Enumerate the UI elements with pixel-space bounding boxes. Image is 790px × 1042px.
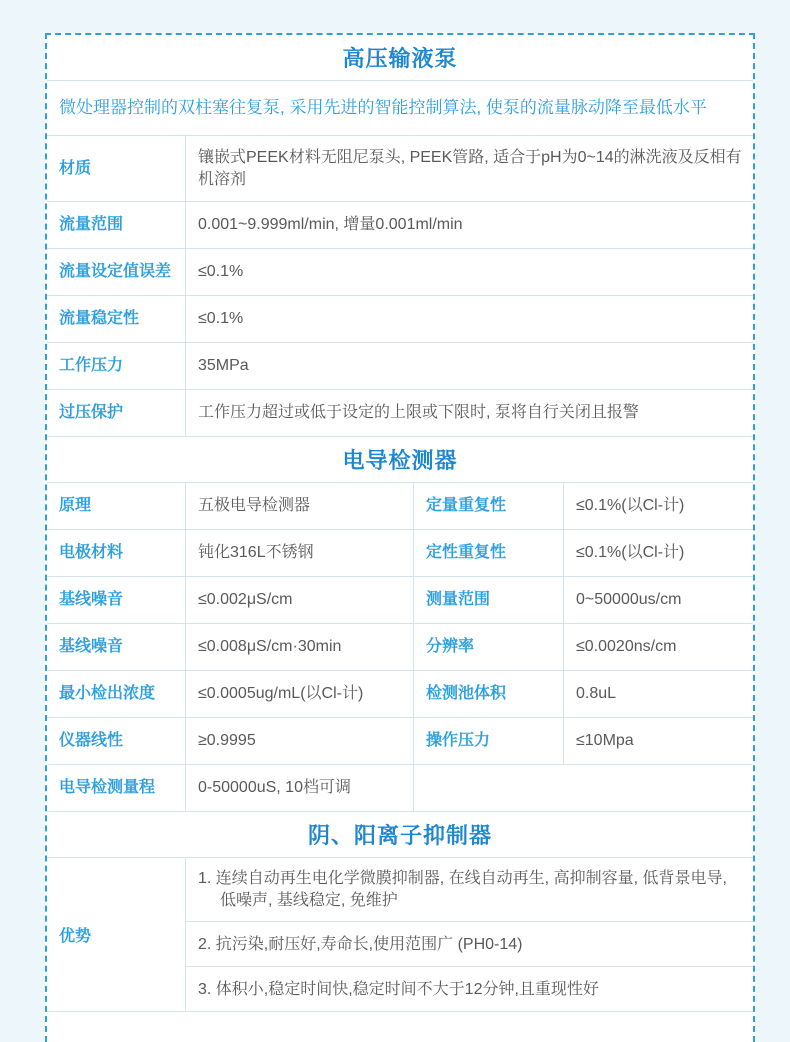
advantage-item-text: 2. 抗污染,耐压好,寿命长,使用范围广 (PH0-14)	[198, 935, 523, 953]
table-row	[47, 389, 753, 436]
spec-label: 工作压力	[59, 357, 124, 375]
table-row	[47, 248, 753, 295]
spec-label: 定性重复性	[413, 530, 563, 576]
spec-value: ≤0.1%(以Cl-计)	[563, 483, 753, 529]
table-row	[47, 764, 753, 811]
spec-value: ≥0.9995	[185, 718, 413, 764]
table-row	[47, 529, 753, 576]
spec-label: 仪器线性	[59, 732, 124, 750]
empty-cell	[413, 765, 753, 811]
spec-value: ≤0.0005ug/mL(以Cl-计)	[185, 671, 413, 717]
spec-label: 电导检测量程	[59, 779, 156, 797]
spec-value: ≤10Mpa	[563, 718, 753, 764]
section-title-suppressor: 阴、阳离子抑制器	[307, 823, 492, 849]
spec-value: 钝化316L不锈钢	[185, 530, 413, 576]
advantage-item-text: 3. 体积小,稳定时间快,稳定时间不大于12分钟,且重现性好	[198, 980, 599, 998]
spec-label: 定量重复性	[413, 483, 563, 529]
spec-label: 操作压力	[413, 718, 563, 764]
spec-label: 电极材料	[59, 544, 124, 562]
table-row	[47, 482, 753, 529]
advantage-item	[186, 858, 753, 921]
table-row	[47, 201, 753, 248]
table-row	[47, 342, 753, 389]
pump-description: 微处理器控制的双柱塞往复泵, 采用先进的智能控制算法, 使泵的流量脉动降至最低水平	[47, 80, 753, 135]
table-row	[47, 717, 753, 764]
advantage-item-text: 1. 连续自动再生电化学微膜抑制器, 在线自动再生, 高抑制容量, 低背景电导, 低噪声, 基线稳定, 免维护	[198, 870, 727, 909]
table-row	[47, 576, 753, 623]
spec-label: 流量范围	[59, 216, 124, 234]
spec-value: 35MPa	[185, 343, 753, 389]
spec-value: 0-50000uS, 10档可调	[185, 765, 413, 811]
spec-value: ≤0.008μS/cm·30min	[185, 624, 413, 670]
spec-label: 检测池体积	[413, 671, 563, 717]
spec-value: 0.001~9.999ml/min, 增量0.001ml/min	[185, 202, 753, 248]
section-title-pump: 高压输液泵	[342, 46, 458, 71]
section-header-row	[47, 436, 753, 482]
table-row	[47, 623, 753, 670]
spec-value: ≤0.1%	[185, 249, 753, 295]
section-header-row	[47, 811, 753, 857]
spec-label: 材质	[59, 159, 92, 177]
spec-label: 最小检出浓度	[59, 685, 156, 703]
spec-table-panel	[45, 33, 755, 1042]
spec-value: ≤0.1%	[185, 296, 753, 342]
spec-label: 优势	[59, 928, 92, 946]
advantage-row	[47, 857, 753, 1012]
table-row	[47, 295, 753, 342]
advantage-items	[185, 858, 753, 1011]
spec-value: 镶嵌式PEEK材料无阻尼泵头, PEEK管路, 适合于pH为0~14的淋洗液及反相有机溶剂	[185, 136, 753, 201]
spec-value: 0.8uL	[563, 671, 753, 717]
spec-label: 基线噪音	[59, 591, 124, 609]
table-row	[47, 670, 753, 717]
spec-label: 过压保护	[59, 404, 124, 422]
spec-label: 流量稳定性	[59, 310, 140, 328]
spec-value: 五极电导检测器	[185, 483, 413, 529]
spec-label: 基线噪音	[59, 638, 124, 656]
section-title-detector: 电导检测器	[342, 448, 458, 474]
spec-label: 分辨率	[413, 624, 563, 670]
spec-value: 工作压力超过或低于设定的上限或下限时, 泵将自行关闭且报警	[185, 390, 753, 436]
spec-value: 0~50000us/cm	[563, 577, 753, 623]
spec-value: ≤0.002μS/cm	[185, 577, 413, 623]
spec-value: ≤0.1%(以Cl-计)	[563, 530, 753, 576]
advantage-item	[186, 966, 753, 1011]
spec-label: 流量设定值误差	[59, 263, 172, 281]
table-row	[47, 135, 753, 201]
spec-value: ≤0.0020ns/cm	[563, 624, 753, 670]
spec-label: 原理	[59, 497, 92, 515]
spec-label: 测量范围	[413, 577, 563, 623]
